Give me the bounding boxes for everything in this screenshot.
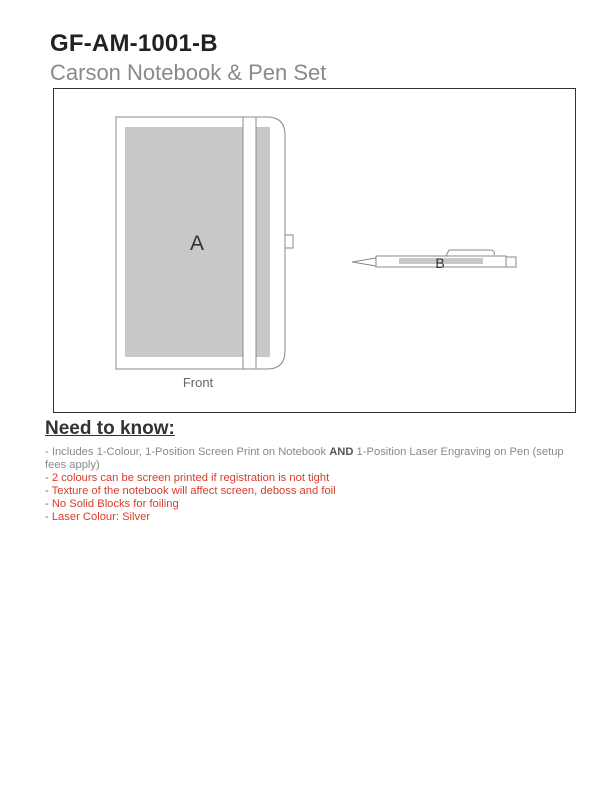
need-to-know-notes [45, 446, 575, 524]
pen-cap [506, 257, 516, 267]
note-item: - No Solid Blocks for foiling [45, 498, 179, 510]
notebook-pen-loop [285, 235, 293, 248]
decoration-note-and: AND [329, 446, 354, 458]
note-item: - 2 colours can be screen printed if registration is not tight [45, 472, 330, 484]
product-code: GF-AM-1001-B [50, 30, 218, 57]
product-name: Carson Notebook & Pen Set [50, 60, 327, 85]
notebook-area-label: A [189, 232, 205, 255]
pen-tip [352, 258, 376, 266]
pen-drawing [352, 250, 516, 271]
decoration-note-part2: 1-Position Laser Engraving on Pen (setup fees apply) [45, 446, 564, 471]
notebook-view-label: Front [182, 375, 214, 390]
pen-clip [446, 250, 494, 256]
pen-area-label: B [435, 255, 445, 271]
decoration-note-part1: - Includes 1-Colour, 1-Position Screen Print on Notebook [45, 446, 330, 458]
notebook-elastic-band [243, 117, 256, 369]
need-to-know-heading: Need to know: [45, 418, 175, 439]
product-drawing [54, 89, 577, 414]
note-item: - Laser Colour: Silver [45, 511, 151, 523]
decoration-note [45, 446, 575, 472]
note-item: - Texture of the notebook will affect screen, deboss and foil [45, 485, 336, 497]
product-drawing-frame [53, 88, 576, 413]
